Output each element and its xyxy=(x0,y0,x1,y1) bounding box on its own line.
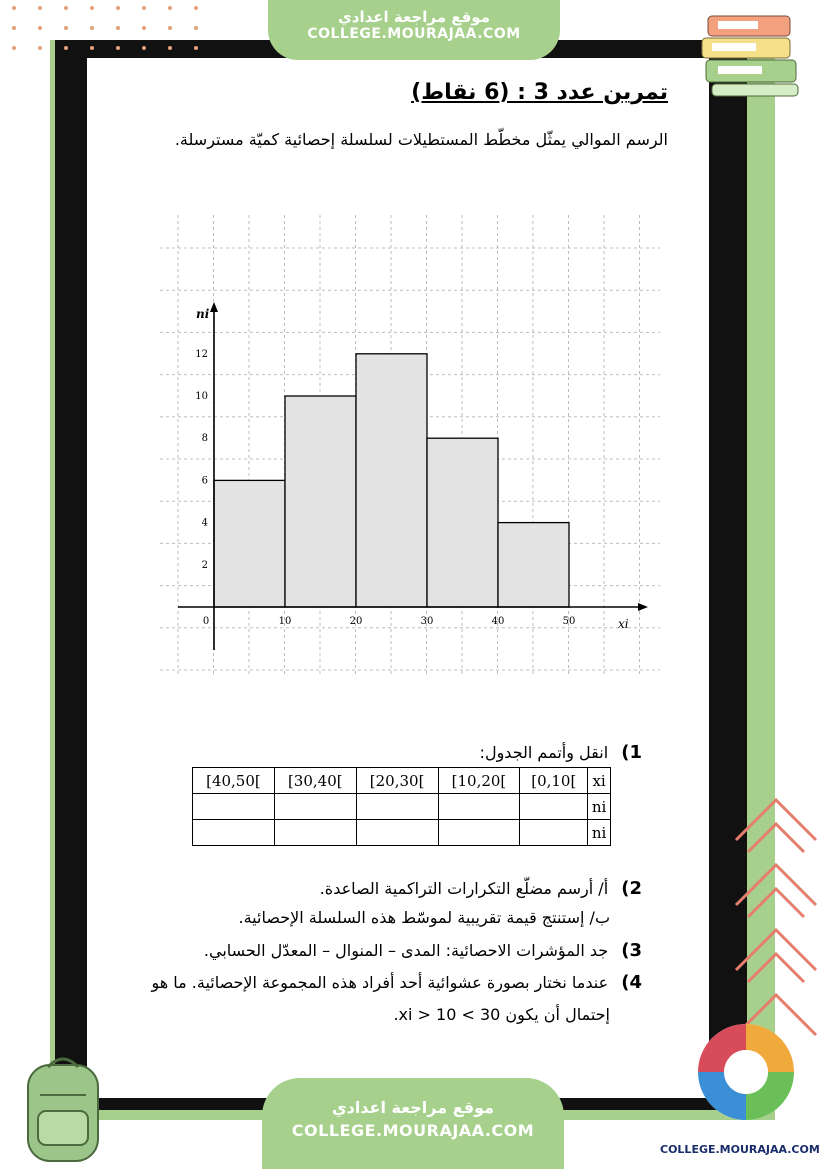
table-cell: [20,30[ xyxy=(356,768,438,794)
table-cell: [40,50[ xyxy=(193,768,275,794)
question-2a xyxy=(320,878,642,899)
chart-bars xyxy=(214,354,569,607)
x-tick-label: 10 xyxy=(278,616,292,627)
top-banner xyxy=(268,0,560,60)
question-3-text: جد المؤشرات الاحصائية: المدى – المنوال – المعدّل الحسابي. xyxy=(203,941,609,960)
table-cell: xi xyxy=(588,768,611,794)
histogram-bar xyxy=(498,523,569,607)
question-4 xyxy=(151,972,642,993)
table-cell: [30,40[ xyxy=(274,768,356,794)
y-tick-label: 8 xyxy=(201,433,208,445)
y-tick-label: 10 xyxy=(195,391,208,402)
y-tick-label: 4 xyxy=(201,517,208,529)
table-cell: ni xyxy=(588,820,611,846)
x-tick-label: 20 xyxy=(349,616,363,627)
y-axis-label: ni xyxy=(196,307,210,321)
frequency-table xyxy=(192,767,611,846)
question-4b-text: إحتمال أن يكون 30 > xi > 10. xyxy=(393,1005,610,1024)
x-tick-label: 30 xyxy=(420,616,434,627)
x-tick-label: 40 xyxy=(491,616,505,627)
question-3-number: 3) xyxy=(621,940,642,961)
question-1-number: 1) xyxy=(621,742,642,763)
question-3 xyxy=(204,940,642,961)
x-tick-label: 50 xyxy=(562,616,576,627)
paper-edge xyxy=(679,58,709,1098)
y-tick-label: 2 xyxy=(201,559,208,571)
question-2b-text: ب/ إستنتج قيمة تقريبية لموسّط هذه السلسلة الإحصائية. xyxy=(238,908,610,927)
question-1-text: انقل وأتمم الجدول: xyxy=(479,743,609,762)
table-cell: [10,20[ xyxy=(438,768,520,794)
histogram-bar xyxy=(285,396,356,607)
books-icon xyxy=(700,12,805,102)
dots-decoration xyxy=(0,0,200,60)
question-4-number: 4) xyxy=(621,972,642,993)
backpack-icon xyxy=(10,1055,120,1169)
table-row xyxy=(193,794,611,820)
x-axis-arrow xyxy=(638,603,648,611)
logo-label: COLLEGE.MOURAJAA.COM xyxy=(660,1143,820,1156)
y-tick-label: 6 xyxy=(201,475,208,487)
y-tick-label: 12 xyxy=(195,348,208,360)
x-tick-label: 0 xyxy=(202,616,210,627)
histogram-bar xyxy=(427,438,498,607)
question-2a-text: أ/ أرسم مضلّع التكرارات التراكمية الصاعدة. xyxy=(319,879,609,898)
question-4b xyxy=(393,1005,610,1024)
histogram-bar xyxy=(214,480,285,607)
bottom-banner-title: موقع مراجعة اعدادي xyxy=(331,1098,495,1117)
bottom-banner xyxy=(262,1078,564,1169)
histogram-bar xyxy=(356,354,427,607)
top-banner-url[interactable]: COLLEGE.MOURAJAA.COM xyxy=(307,26,521,42)
question-2b xyxy=(239,908,610,927)
top-banner-title: موقع مراجعة اعدادي xyxy=(338,8,490,26)
histogram-chart xyxy=(160,210,660,680)
question-1 xyxy=(480,742,642,763)
table-cell: [0,10[ xyxy=(520,768,588,794)
question-2-number: 2) xyxy=(621,878,642,899)
logo-wheel-icon xyxy=(694,1020,799,1125)
table-row xyxy=(193,820,611,846)
table-cell: ni xyxy=(588,794,611,820)
y-axis-arrow xyxy=(210,302,218,312)
exercise-title: تمرين عدد 3 : (6 نقاط) xyxy=(411,80,668,105)
chevrons-decoration xyxy=(728,790,823,1050)
question-4-text: عندما نختار بصورة عشوائية أحد أفراد هذه المجموعة الإحصائية. ما هو xyxy=(151,973,609,992)
bottom-banner-url[interactable]: COLLEGE.MOURAJAA.COM xyxy=(291,1121,535,1140)
x-axis-label: xi xyxy=(618,617,629,631)
exercise-intro: الرسم الموالي يمثّل مخطّط المستطيلات لسلسلة إحصائية كميّة مسترسلة. xyxy=(174,130,668,149)
table-row xyxy=(193,768,611,794)
